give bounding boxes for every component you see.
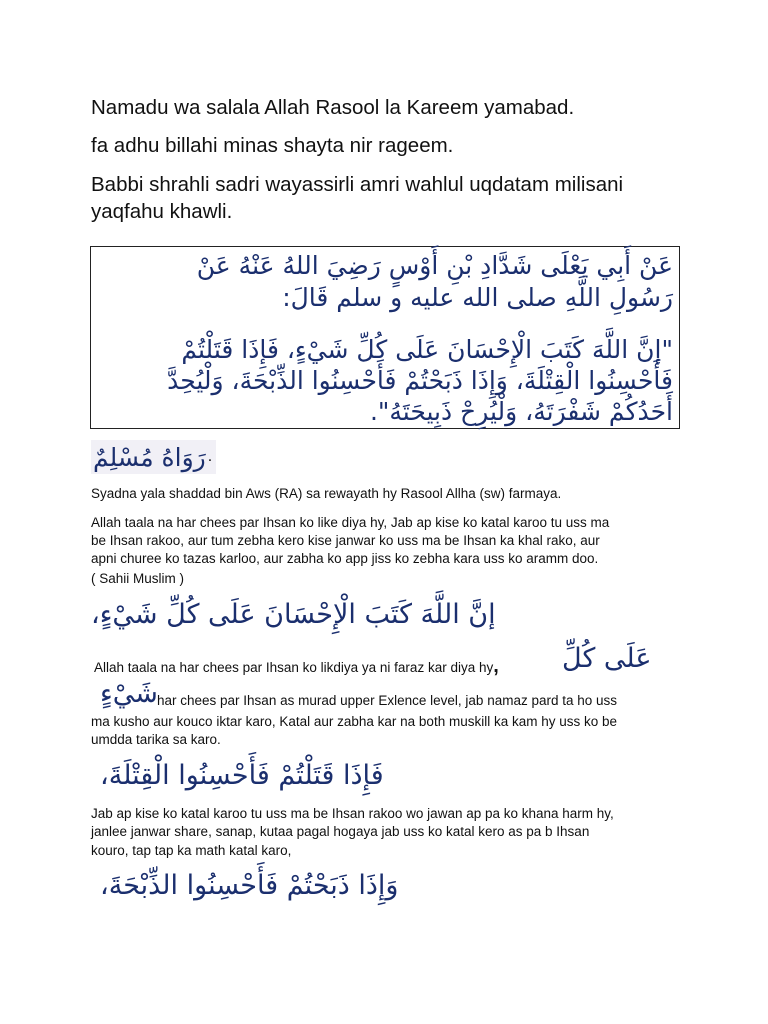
section1-text2-line-3: umdda tarika sa karo.: [91, 732, 221, 747]
translation-line-1: Allah taala na har chees par Ihsan ko like diya hy, Jab ap kise ko katal karoo tu uss ma: [91, 515, 610, 530]
translation-line-3: apni churee ko tazas karloo, aur zabha ko app jiss ko zebha kara uss ko aramm doo.: [91, 551, 599, 566]
section1-text: [94, 657, 499, 677]
hadith-line-3: "إنَّ اللَّهَ كَتَبَ الْإِحْسَانَ عَلَى كُلِّ شَيْءٍ، فَإِذَا قَتَلْتُمْ: [181, 335, 673, 364]
riwayah-arabic: رَوَاهُ مُسْلِمٌ: [93, 442, 206, 472]
section1-inline-arabic-2: شَيْءٍ: [100, 678, 158, 709]
intro-line-3a: Babbi shrahli sadri wayassirli amri wahlul uqdatam milisani: [91, 173, 624, 196]
hadith-line-1: عَنْ أَبِي يَعْلَى شَدَّادِ بْنِ أَوْسٍ رَضِيَ اللهُ عَنْهُ عَنْ: [196, 251, 673, 280]
hadith-line-4: فَأَحْسِنُوا الْقِتْلَةَ، وَإِذَا ذَبَحْتُمْ فَأَحْسِنُوا الذِّبْحَةَ، وَلْيُحِدَّ: [167, 366, 673, 395]
section1-arabic: إنَّ اللَّهَ كَتَبَ الْإِحْسَانَ عَلَى كُلِّ شَيْءٍ،: [91, 599, 496, 630]
section2-line-2: janlee janwar share, sanap, kutaa pagal hogaya jab uss ko katal kero as pa b Ihsan: [91, 824, 590, 839]
hadith-source: [91, 440, 216, 474]
section1-inline-arabic-1: عَلَى كُلِّ: [562, 643, 652, 674]
hadith-line-5: أَحَدُكُمْ شَفْرَتَهُ، وَلْيُرِحْ ذَبِيحَتَهُ".: [369, 397, 673, 426]
translation-line-2: be Ihsan rakoo, aur tum zebha kero kise janwar ko uss ma be Ihsan ka khal rako, aur: [91, 533, 600, 548]
section1-comma: ,: [493, 655, 499, 677]
intro-line-3b: yaqfahu khawli.: [91, 200, 233, 223]
hadith-box: [90, 246, 680, 429]
section2-line-3: kouro, tap tap ka math katal karo,: [91, 843, 292, 858]
translation-line-4: ( Sahii Muslim ): [91, 571, 185, 586]
narration: Syadna yala shaddad bin Aws (RA) sa rewayath hy Rasool Allha (sw) farmaya.: [91, 486, 562, 501]
intro-line-1: Namadu wa salala Allah Rasool la Kareem yamabad.: [91, 96, 575, 119]
section1-text-body: Allah taala na har chees par Ihsan ko likdiya ya ni faraz kar diya hy: [94, 660, 494, 675]
section1-text2-line-1: har chees par Ihsan as murad upper Exlence level, jab namaz pard ta ho uss: [157, 693, 618, 708]
section2-arabic: فَإِذَا قَتَلْتُمْ فَأَحْسِنُوا الْقِتْلَةَ،: [100, 760, 384, 791]
section2-line-1: Jab ap kise ko katal karoo tu uss ma be Ihsan rakoo wo jawan ap pa ko khana harm hy,: [91, 806, 614, 821]
section1-text2-line-2: ma kusho aur kouco iktar karo, Katal aur zabha kar na both muskill ka kam hy uss ko be: [91, 714, 618, 729]
section3-arabic: وَإِذَا ذَبَحْتُمْ فَأَحْسِنُوا الذِّبْحَةَ،: [100, 870, 399, 901]
riwayah-dot: .: [207, 448, 213, 465]
hadith-line-2: رَسُولِ اللَّهِ صلى الله عليه و سلم قَالَ:: [282, 283, 673, 312]
intro-line-2: fa adhu billahi minas shayta nir rageem.: [91, 134, 454, 157]
